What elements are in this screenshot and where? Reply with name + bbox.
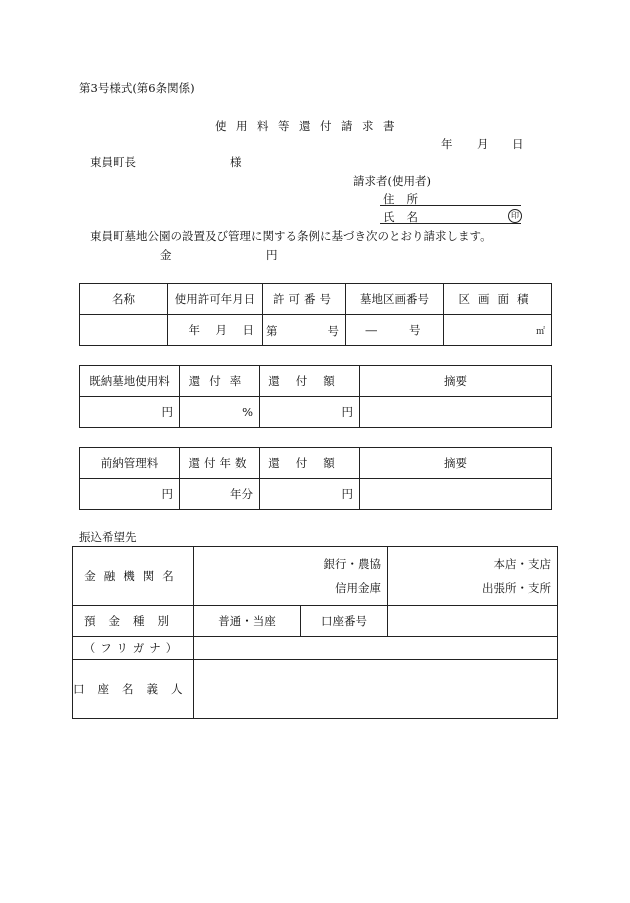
claimant-name-label: 氏名 [383, 210, 430, 224]
seal-mark: 印 [508, 209, 522, 223]
amount-unit: 円 [266, 248, 278, 262]
transfer-section-label: 振込希望先 [79, 530, 137, 544]
cell-remarks[interactable] [360, 397, 552, 428]
cell-institution-branch[interactable] [388, 547, 558, 606]
header-remarks-2: 摘要 [360, 448, 552, 479]
header-refund-rate: 還付率 [180, 366, 260, 397]
header-permit-date: 使用許可年月日 [168, 284, 263, 315]
date-day: 日 [512, 137, 524, 151]
management-fee-table [79, 447, 552, 510]
header-refund-amount-2: 還付額 [260, 448, 360, 479]
header-prepaid-management-fee: 前納管理料 [80, 448, 180, 479]
cell-account-holder[interactable] [194, 660, 558, 719]
claimant-label: 請求者(使用者) [353, 174, 431, 188]
header-plot-area: 区画面積 [444, 284, 552, 315]
permit-prefix: 第 [266, 324, 278, 338]
deposit-type-label: 預金種別 [73, 606, 194, 637]
cell-remarks-2[interactable] [360, 479, 552, 510]
cell-deposit-options[interactable]: 普通・当座 [194, 606, 301, 637]
cell-refund-amount[interactable]: 円 [260, 397, 360, 428]
usage-fee-table [79, 365, 552, 428]
name-underline [380, 223, 521, 224]
date-month: 月 [477, 137, 489, 151]
cell-account-number[interactable] [388, 606, 558, 637]
furigana-label: （フリガナ） [73, 637, 194, 660]
header-refund-years: 還付年数 [180, 448, 260, 479]
cell-prepaid-management-fee[interactable]: 円 [80, 479, 180, 510]
addressee-name: 東員町長 [90, 155, 136, 169]
header-plot-number: 墓地区画番号 [346, 284, 444, 315]
form-id: 第3号様式(第6条関係) [79, 81, 195, 95]
amount-label: 金 [160, 248, 172, 262]
permit-suffix: 号 [327, 324, 339, 338]
cell-refund-years[interactable]: 年分 [180, 479, 260, 510]
cell-name[interactable] [80, 315, 168, 346]
cell-paid-usage-fee[interactable]: 円 [80, 397, 180, 428]
cell-refund-amount-2[interactable]: 円 [260, 479, 360, 510]
cell-plot-area[interactable]: ㎡ [444, 315, 552, 346]
cell-refund-rate[interactable]: % [180, 397, 260, 428]
date-year: 年 [441, 137, 453, 151]
institution-label: 金融機関名 [73, 547, 194, 606]
header-refund-amount: 還付額 [260, 366, 360, 397]
cell-plot-number[interactable]: ― 号 [346, 315, 444, 346]
header-paid-usage-fee: 既納墓地使用料 [80, 366, 180, 397]
header-name: 名称 [80, 284, 168, 315]
branch-type-2: 出張所・支所 [482, 581, 551, 595]
cell-furigana[interactable] [194, 637, 558, 660]
header-remarks: 摘要 [360, 366, 552, 397]
bank-type-1: 銀行・農協 [323, 557, 381, 571]
claimant-address-label: 住所 [383, 192, 430, 206]
account-holder-label: 口座名義人 [73, 660, 194, 719]
bank-type-2: 信用金庫 [335, 581, 381, 595]
transfer-table [72, 546, 558, 719]
address-underline [380, 205, 521, 206]
cell-permit-date[interactable]: 年 月 日 [168, 315, 263, 346]
form-title: 使用料等還付請求書 [215, 119, 404, 133]
addressee-honorific: 様 [230, 155, 242, 169]
account-number-label: 口座番号 [301, 606, 388, 637]
body-text: 東員町墓地公園の設置及び管理に関する条例に基づき次のとおり請求します。 [90, 229, 492, 243]
header-permit-number: 許可番号 [263, 284, 346, 315]
cell-permit-number[interactable] [263, 315, 346, 346]
cell-institution-bank[interactable] [194, 547, 388, 606]
branch-type-1: 本店・支店 [493, 557, 551, 571]
permit-info-table [79, 283, 552, 346]
